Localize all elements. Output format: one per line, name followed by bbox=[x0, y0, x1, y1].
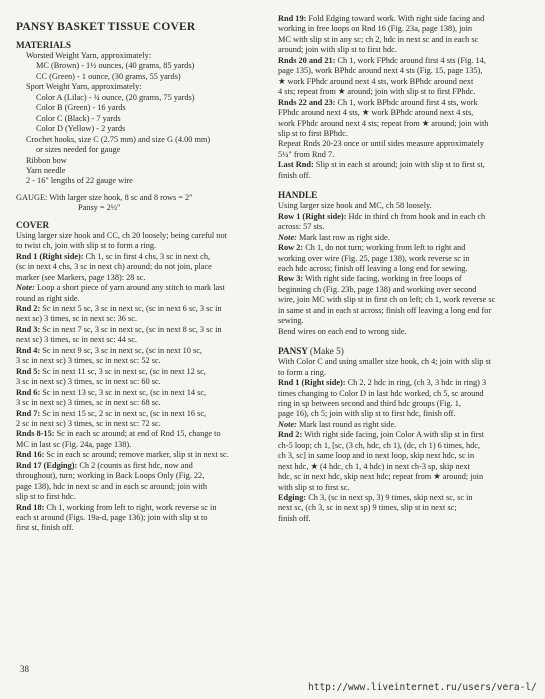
instruction-line: Repeat Rnds 20-23 once or until sides measure approximately bbox=[278, 139, 484, 149]
instruction-line: page 138), hdc in next sc and in each sc around; join with bbox=[16, 481, 208, 491]
instruction-line: Rnd 17 (Edging): Ch 2 (counts as first hdc, now and bbox=[16, 460, 193, 470]
instruction-line: Rnd 5: Sc in next 11 sc, 3 sc in next sc, (sc in next 12 sc, bbox=[16, 366, 206, 376]
instruction-line: MC with slip st in any sc; ch 2, hdc in next sc and in each sc bbox=[278, 34, 479, 44]
pansy-instructions bbox=[278, 357, 533, 524]
materials-line: Yarn needle bbox=[26, 165, 66, 175]
instruction-line: ★ work FPhdc around next 4 sts, work BPhdc around next bbox=[278, 76, 474, 86]
instruction-line: next hdc, ★ (4 hdc, ch 1, 4 hdc) in next ch-3 sp, skip next bbox=[278, 461, 470, 471]
pansy-make-count: (Make 5) bbox=[309, 346, 344, 357]
instruction-line: ch 3, sc] in same loop and in next loop, skip next hdc, sc in bbox=[278, 451, 475, 461]
instruction-line: Rnd 16: Sc in each sc around; remove marker, slip st in next sc. bbox=[16, 450, 229, 460]
instruction-line: with slip st to first sc. bbox=[278, 482, 350, 492]
pansy-heading bbox=[278, 346, 533, 357]
instruction-line: Rnd 6: Sc in next 13 sc, 3 sc in next sc, (sc in next 14 sc, bbox=[16, 387, 207, 397]
instruction-line: Note: Mark last round as right side. bbox=[278, 419, 397, 429]
instruction-line: Note: Mark last row as right side. bbox=[278, 232, 390, 242]
instruction-line: Edging: Ch 3, (sc in next sp, 3) 9 times, skip next sc, sc in bbox=[278, 493, 473, 503]
materials-line: Color D (Yellow) - 2 yards bbox=[36, 124, 126, 134]
handle-heading: HANDLE bbox=[278, 190, 318, 201]
handle-instructions bbox=[278, 201, 533, 337]
materials-line: Color C (Black) - 7 yards bbox=[36, 113, 121, 123]
instruction-line: round as right side. bbox=[16, 293, 80, 303]
instruction-line: 4 sts; repeat from ★ around; join with slip st to first FPhdc. bbox=[278, 87, 476, 97]
materials-line: Crochet hooks, size C (2.75 mm) and size G (4.00 mm) bbox=[26, 134, 211, 144]
instruction-line: finish off. bbox=[278, 170, 311, 180]
instruction-line: sewing. bbox=[278, 316, 304, 326]
instruction-line: Rnd 18: Ch 1, working from left to right, work reverse sc in bbox=[16, 502, 217, 512]
instruction-line: With Color C and using smaller size hook, ch 4; join with slip st bbox=[278, 357, 492, 367]
instruction-line: 3 sc in next sc) 3 times, sc in next sc: 52 sc. bbox=[16, 356, 161, 366]
instruction-line: hdc, sc in next hdc, skip next hdc; repeat from ★ around; join bbox=[278, 472, 484, 482]
instruction-line: next sc) 3 times, sc in next sc: 44 sc. bbox=[16, 335, 137, 345]
instruction-line: page 135), work BPhdc around next 4 sts (Fig. 15, page 135), bbox=[278, 66, 483, 76]
instruction-line: Rnd 3: Sc in next 7 sc, 3 sc in next sc, (sc in next 8 sc, 3 sc in bbox=[16, 324, 222, 334]
instruction-line: next sc, (ch 3, sc in next sp) 9 times, slip st in next sc; bbox=[278, 503, 457, 513]
instruction-line: Row 1 (Right side): Hdc in third ch from hook and in each ch bbox=[278, 211, 486, 221]
materials-line: Ribbon bow bbox=[26, 155, 67, 165]
materials-line: Sport Weight Yarn, approximately: bbox=[26, 82, 142, 92]
instruction-line: finish off. bbox=[278, 513, 311, 523]
instruction-line: MC in last sc (Fig. 24a, page 138). bbox=[16, 439, 132, 449]
materials-line: or sizes needed for gauge bbox=[36, 145, 121, 155]
materials-list bbox=[16, 51, 264, 187]
instruction-line: across: 57 sts. bbox=[278, 222, 325, 232]
instruction-line: Rnds 8-15: Sc in each sc around; at end of Rnd 15, change to bbox=[16, 429, 221, 439]
cover-heading: COVER bbox=[16, 219, 50, 230]
right-column bbox=[278, 14, 533, 524]
instruction-line: slip st to first hdc. bbox=[16, 492, 76, 502]
instruction-line: Rnd 1 (Right side): Ch 1, sc in first 4 chs, 3 sc in next ch, bbox=[16, 251, 211, 261]
materials-line: MC (Brown) - 1½ ounces, (40 grams, 85 yards) bbox=[36, 61, 195, 71]
instruction-line: Using larger size hook and MC, ch 58 loosely. bbox=[278, 201, 432, 211]
instruction-line: around; join with slip st to first hdc. bbox=[278, 45, 397, 55]
instruction-line: first st, finish off. bbox=[16, 523, 74, 533]
materials-line: 2 - 16" lengths of 22 gauge wire bbox=[26, 176, 133, 186]
instruction-line: Rnd 7: Sc in next 15 sc, 2 sc in next sc, (sc in next 16 sc, bbox=[16, 408, 207, 418]
instruction-line: working over wire (Fig. 25, page 138), work reverse sc in bbox=[278, 253, 470, 263]
materials-line: Color B (Green) - 16 yards bbox=[36, 103, 126, 113]
instruction-line: slip st to first BPhdc. bbox=[278, 128, 348, 138]
cover-continued-instructions bbox=[278, 14, 533, 181]
instruction-line: Rnd 2: Sc in next 5 sc, 3 sc in next sc, (sc in next 6 sc, 3 sc in bbox=[16, 303, 222, 313]
materials-line: Color A (Lilac) - ¾ ounce, (20 grams, 75 yards) bbox=[36, 92, 195, 102]
instruction-line: each st around (Figs. 19a-d, page 136); join with slip st to bbox=[16, 513, 208, 523]
instruction-line: in same st and in each st across; finish off leaving a long end for bbox=[278, 305, 492, 315]
gauge-line: GAUGE: With larger size hook, 8 sc and 8 rows = 2" bbox=[16, 192, 193, 202]
instruction-line: Using larger size hook and CC, ch 20 loosely; being careful not bbox=[16, 230, 227, 240]
instruction-line: Rnd 2: With right side facing, join Color A with slip st in first bbox=[278, 430, 485, 440]
instruction-line: Last Rnd: Slip st in each st around; join with slip st to first st, bbox=[278, 160, 485, 170]
left-column bbox=[16, 14, 264, 534]
instruction-line: Rnd 4: Sc in next 9 sc, 3 sc in next sc, (sc in next 10 sc, bbox=[16, 345, 202, 355]
instruction-line: ch-5 loop; ch 1, [sc, (3 ch, hdc, ch 1), (dc, ch 1) 6 times, hdc, bbox=[278, 440, 481, 450]
instruction-line: 3 sc in next sc) 3 times, sc in next sc: 60 sc. bbox=[16, 377, 161, 387]
pansy-heading-text: PANSY bbox=[278, 346, 308, 357]
source-watermark: http://www.liveinternet.ru/users/vera-l/ bbox=[308, 682, 537, 693]
instruction-line: Row 3: With right side facing, working in free loops of bbox=[278, 274, 462, 284]
instruction-line: Row 2: Ch 1, do not turn; working from left to right and bbox=[278, 243, 466, 253]
materials-line: CC (Green) - 1 ounce, (30 grams, 55 yards) bbox=[36, 71, 181, 81]
cover-instructions bbox=[16, 231, 264, 534]
instruction-line: next sc) 3 times, sc in next sc: 36 sc. bbox=[16, 314, 137, 324]
instruction-line: Bend wires on each end to wrong side. bbox=[278, 326, 407, 336]
instruction-line: 5¼" from Rnd 7. bbox=[278, 149, 335, 159]
instruction-line: beginning ch (Fig. 23b, page 138) and working over second bbox=[278, 284, 477, 294]
instruction-line: Note: Loop a short piece of yarn around any stitch to mark last bbox=[16, 283, 225, 293]
instruction-line: Rnds 20 and 21: Ch 1, work FPhdc around first 4 sts (Fig. 14, bbox=[278, 55, 486, 65]
instruction-line: Rnd 1 (Right side): Ch 2, 2 hdc in ring, (ch 3, 3 hdc in ring) 3 bbox=[278, 378, 487, 388]
instruction-line: (sc in next 4 chs, 3 sc in next ch) around; do not join, place bbox=[16, 262, 212, 272]
instruction-line: ring in sp between second and third hdc groups (Fig. 1, bbox=[278, 398, 461, 408]
gauge-pansy-line: Pansy = 2½" bbox=[78, 203, 121, 213]
instruction-line: 3 sc in next sc) 3 times, sc in next sc: 68 sc. bbox=[16, 398, 161, 408]
page-number: 38 bbox=[20, 664, 29, 674]
instruction-line: 2 sc in next sc) 3 times, sc in next sc: 72 sc. bbox=[16, 418, 161, 428]
instruction-line: page 16), ch 5; join with slip st to first hdc, finish off. bbox=[278, 409, 456, 419]
materials-heading: MATERIALS bbox=[16, 40, 71, 50]
instruction-line: Rnd 19: Fold Edging toward work. With right side facing and bbox=[278, 14, 485, 23]
instruction-line: times changing to Color D in last hdc worked, ch 5, sc around bbox=[278, 388, 484, 398]
instruction-line: work FPhdc around next 4 sts; repeat from ★ around; join with bbox=[278, 118, 489, 128]
materials-line: Worsted Weight Yarn, approximately: bbox=[26, 51, 152, 60]
instruction-line: each hdc across; finish off leaving a long end for sewing. bbox=[278, 263, 468, 273]
pattern-title: PANSY BASKET TISSUE COVER bbox=[16, 21, 196, 33]
instruction-line: wire, join MC with slip st in first ch on left; ch 1, work reverse sc bbox=[278, 295, 496, 305]
instruction-line: to twist ch, join with slip st to form a ring. bbox=[16, 241, 157, 251]
instruction-line: marker (see Markers, page 138): 28 sc. bbox=[16, 272, 146, 282]
instruction-line: working in free loops on Rnd 16 (Fig. 23a, page 138), join bbox=[278, 24, 473, 34]
instruction-line: throughout), turn; working in Back Loops Only (Fig. 22, bbox=[16, 471, 205, 481]
instruction-line: Rnds 22 and 23: Ch 1, work BPhdc around first 4 sts, work bbox=[278, 97, 478, 107]
instruction-line: FPhdc around next 4 sts, ★ work BPhdc around next 4 sts, bbox=[278, 108, 474, 118]
instruction-line: to form a ring. bbox=[278, 367, 326, 377]
